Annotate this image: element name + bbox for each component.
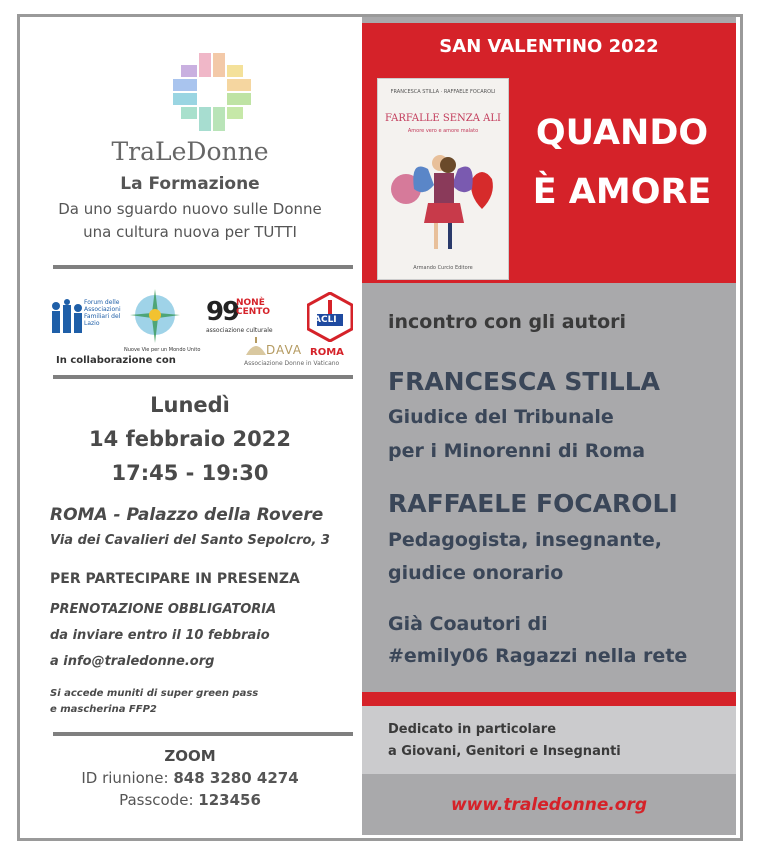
book-publisher: Armando Curcio Editore [413,265,473,271]
event-date: 14 febbraio 2022 [89,427,291,451]
divider-3 [53,732,353,736]
brand-name: TraLeDonne [111,137,269,166]
zoom-title: ZOOM [164,747,216,765]
dedica-line1: Dedicato in particolare [388,722,557,737]
novecento-text: NONÈ CENTO [236,298,271,317]
author1-name: FRANCESCA STILLA [388,367,660,396]
formazione-line1: Da uno sguardo nuovo sulle Donne [58,200,322,218]
formazione-title: La Formazione [120,174,260,194]
dava-sub: Associazione Donne in Vaticano [244,360,340,367]
book-title: FARFALLE SENZA ALI [385,113,501,124]
zoom-pass-row [20,791,360,809]
zoom-id-value[interactable]: 848 3280 4274 [173,769,299,787]
amore-text: È AMORE [532,172,712,212]
san-valentino-title: SAN VALENTINO 2022 [439,36,659,57]
left-column [20,17,360,835]
red-divider-bar [362,692,736,706]
author1-role1: Giudice del Tribunale [388,406,614,428]
presenza-heading: PER PARTECIPARE IN PRESENZA [50,571,300,587]
coautori-label: Già Coautori di [388,613,548,635]
dava-text: DAVA [266,343,303,357]
forum-text: Forum delle Associazioni Familiari del Lazio [84,299,121,327]
event-place: ROMA - Palazzo della Rovere [50,505,324,525]
author2-role1: Pedagogista, insegnante, [388,529,662,551]
book-authors: FRANCESCA STILLA · RAFFAELE FOCAROLI [390,89,496,95]
dedica-line2: a Giovani, Genitori e Insegnanti [388,744,621,759]
mask-note: e mascherina FFP2 [50,704,157,715]
incontro-label: incontro con gli autori [388,311,627,333]
red-header [362,23,736,283]
divider-2 [53,375,353,379]
prenotazione-label: PRENOTAZIONE OBBLIGATORIA [50,602,277,617]
book-illustration-icon [388,139,498,259]
book-cover [377,78,509,280]
collaboration-label: In collaborazione con [56,355,176,366]
novecento-number: 99 [206,297,239,327]
zoom-pass-label: Passcode: [119,791,194,809]
website-link[interactable]: www.traledonne.org [450,795,648,815]
acli-roma: ROMA [310,347,344,358]
divider-1 [53,265,353,269]
book-subtitle: Amore vero e amore malato [407,128,479,134]
author2-role2: giudice onorario [388,562,564,584]
partner-logos [52,287,352,387]
nuove-vie-text: Nuove Vie per un Mondo Unito [124,347,201,353]
event-address: Via dei Cavalieri del Santo Sepolcro, 3 [50,533,330,548]
event-day: Lunedì [150,393,230,417]
acli-text: ACLI [314,315,337,325]
zoom-id-row [20,769,360,787]
forum-family-icon [52,299,82,333]
prenotazione-email[interactable]: a info@traledonne.org [50,654,215,669]
dava-dome-icon [244,337,268,357]
author2-name: RAFFAELE FOCAROLI [388,489,678,518]
author1-role2: per i Minorenni di Roma [388,440,646,462]
novecento-sub: associazione culturale [206,327,273,334]
formazione-line2: una cultura nuova per TUTTI [83,223,297,241]
prenotazione-deadline: da inviare entro il 10 febbraio [50,628,270,643]
emily-book: #emily06 Ragazzi nella rete [388,645,688,667]
quando-text: QUANDO [535,113,709,153]
zoom-pass-value[interactable]: 123456 [198,791,261,809]
event-time: 17:45 - 19:30 [111,461,269,485]
nuove-vie-globe-icon [128,287,182,345]
green-pass-note: Si accede muniti di super green pass [50,688,259,699]
dedica-box [362,706,736,774]
zoom-id-label: ID riunione: [81,769,169,787]
traledonne-logo-icon [173,53,251,131]
right-column [362,17,736,835]
